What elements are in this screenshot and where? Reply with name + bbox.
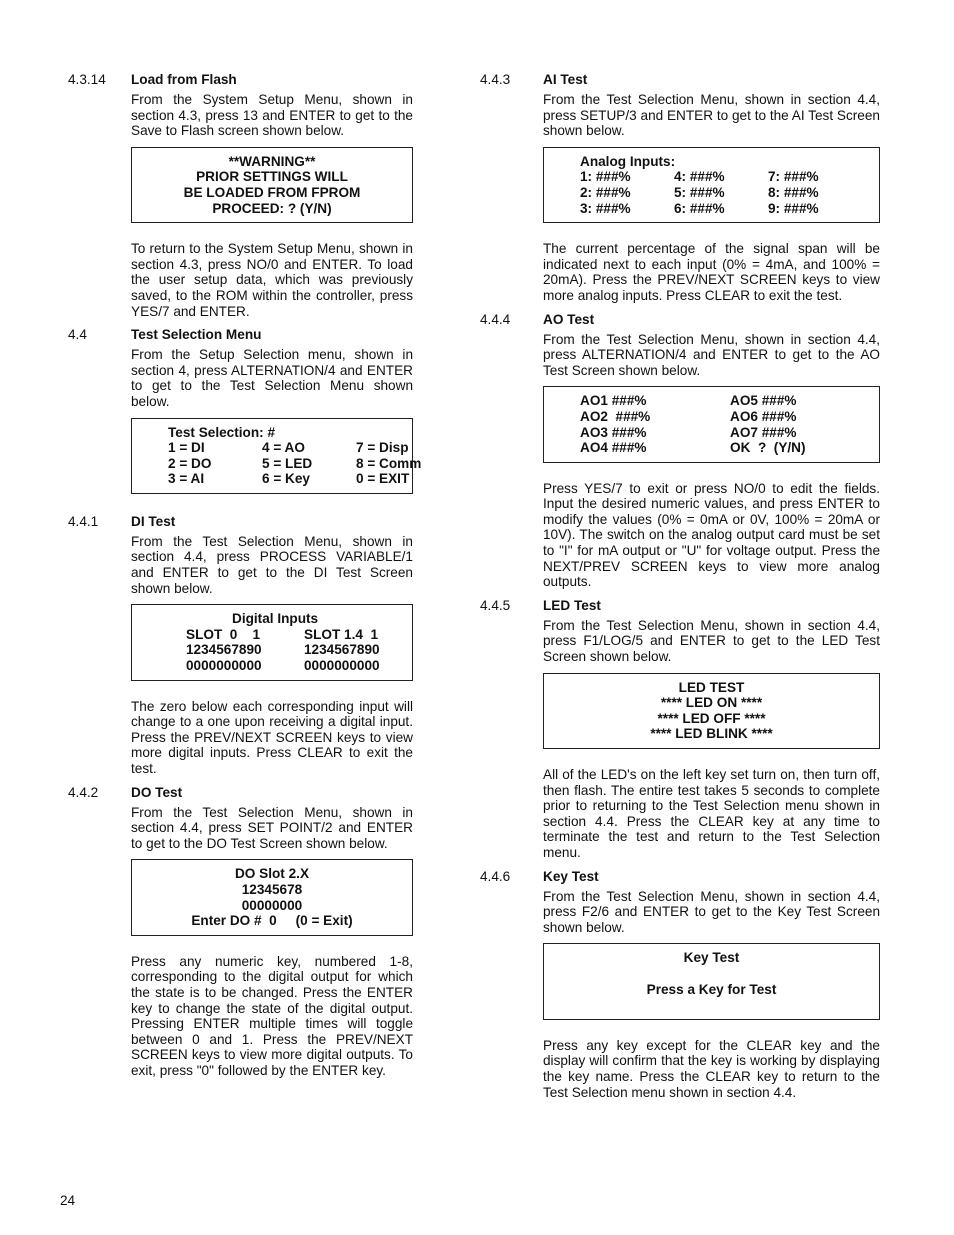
- section-heading: [480, 310, 880, 330]
- section-title: DI Test: [131, 513, 176, 529]
- menu-option: 0 = EXIT: [356, 471, 410, 487]
- section-4-4: [68, 325, 422, 494]
- di-cell: SLOT 1.4 1: [304, 626, 379, 642]
- section-title: LED Test: [543, 597, 601, 613]
- left-column: [68, 68, 422, 1085]
- section-number: 4.4.5: [480, 597, 511, 613]
- ao-cell: AO6 ###%: [730, 408, 797, 424]
- paragraph: To return to the System Setup Menu, shown in section 4.3, press NO/0 and ENTER. To load the user setup data, which was previously saved, to the ROM within the controller, press YES/7 and ENTER.: [131, 241, 413, 319]
- section-4-4-3: [480, 70, 880, 304]
- section-title: DO Test: [131, 784, 183, 800]
- section-heading: [68, 512, 413, 532]
- menu-grid: [140, 440, 422, 487]
- screen-title: Analog Inputs:: [580, 153, 676, 169]
- paragraph: From the Test Selection Menu, shown in section 4.4, press SETUP/3 and ENTER to get to the AI Test Screen shown below.: [543, 92, 880, 139]
- section-4-3-14: [68, 70, 413, 319]
- screen-line: **WARNING**: [228, 153, 316, 169]
- menu-option: 8 = Comm: [356, 455, 422, 471]
- section-heading: [68, 325, 413, 345]
- ao-cell: OK ? (Y/N): [730, 440, 806, 456]
- ao-cell: AO4 ###%: [580, 440, 647, 456]
- paragraph: The current percentage of the signal span will be indicated next to each input (0% = 4mA, and 100% = 20mA). Press the PREV/NEXT SCREEN keys to view more analog inputs. Press CLEAR to exit the test.: [543, 241, 880, 303]
- right-column: [480, 68, 880, 1106]
- section-number: 4.3.14: [68, 72, 106, 87]
- section-4-4-6: [480, 867, 880, 1101]
- ai-cell: 2: ###%: [580, 184, 631, 200]
- screen-box-analog-outputs: [543, 386, 880, 462]
- screen-line: **** LED BLINK ****: [650, 726, 773, 742]
- section-number: 4.4: [68, 327, 87, 343]
- paragraph: From the Setup Selection menu, shown in section 4, press ALTERNATION/4 and ENTER to get to the Test Selection Menu shown below.: [131, 347, 413, 409]
- section-number: 4.4.4: [480, 311, 511, 327]
- screen-line: 12345678: [241, 881, 303, 897]
- screen-box-do-test: [131, 859, 413, 935]
- di-grid: [140, 627, 404, 674]
- section-title: Test Selection Menu: [131, 327, 262, 343]
- paragraph: Press any key except for the CLEAR key and the display will confirm that the key is working by displaying the key name. Press the CLEAR key to return to the Test Selection menu shown in section 4.4.: [543, 1037, 880, 1100]
- section-number: 4.4.2: [68, 784, 99, 800]
- screen-box-test-selection: [131, 418, 422, 494]
- section-title: AO Test: [543, 311, 595, 327]
- section-number: 4.4.1: [68, 513, 99, 529]
- paragraph: From the Test Selection Menu, shown in section 4.4, press F1/LOG/5 and ENTER to get to the LED Test Screen shown below.: [543, 617, 880, 665]
- screen-line: Press a Key for Test: [646, 981, 777, 997]
- paragraph: From the System Setup Menu, shown in section 4.3, press 13 and ENTER to get to the Save to Flash screen shown below.: [131, 92, 413, 139]
- section-number: 4.4.3: [480, 72, 511, 87]
- menu-option: 5 = LED: [262, 455, 313, 471]
- ai-cell: 1: ###%: [580, 169, 631, 185]
- screen-title: Digital Inputs: [232, 611, 319, 627]
- menu-option: 6 = Key: [262, 471, 310, 487]
- section-title: Load from Flash: [131, 72, 237, 87]
- paragraph: All of the LED's on the left key set turn on, then turn off, then flash. The entire test takes 5 seconds to complete prior to returning to the Test Selection menu shown in section 4.4. Press the CLEAR key at any time to terminate the test and return to the Test Selection menu.: [543, 767, 880, 860]
- section-heading: [480, 867, 880, 887]
- paragraph: From the Test Selection Menu, shown in section 4.4, press F2/6 and ENTER to get to the Key Test Screen shown below.: [543, 888, 880, 935]
- section-4-4-4: [480, 310, 880, 590]
- di-cell: 1234567890: [304, 642, 380, 658]
- ai-cell: 4: ###%: [674, 169, 725, 185]
- section-title: AI Test: [543, 72, 588, 87]
- ai-cell: 9: ###%: [768, 200, 819, 216]
- section-4-4-2: [68, 783, 413, 1079]
- screen-box-key-test: [543, 943, 880, 1019]
- section-number: 4.4.6: [480, 868, 511, 884]
- screen-line: **** LED OFF ****: [657, 710, 766, 726]
- paragraph: Press any numeric key, numbered 1-8, corresponding to the digital output for which the state is to be changed. Press the ENTER key to change the state of the digital output. Pressing ENTER multiple times will toggle between 0 and 1. Press the PREV/NEXT SCREEN keys to view more digital outputs. To exit, press "0" followed by the ENTER key.: [131, 953, 413, 1078]
- screen-box-led-test: [543, 673, 880, 749]
- ao-cell: AO2 ###%: [580, 408, 651, 424]
- ai-cell: 8: ###%: [768, 184, 819, 200]
- section-heading: [68, 783, 413, 803]
- screen-line: PROCEED: ? (Y/N): [212, 200, 332, 216]
- screen-line: PRIOR SETTINGS WILL: [196, 169, 348, 185]
- di-cell: 0000000000: [186, 658, 262, 674]
- section-heading: [68, 70, 413, 90]
- screen-line: Key Test: [683, 950, 740, 966]
- section-title: Key Test: [543, 868, 599, 884]
- ao-cell: AO1 ###%: [580, 393, 647, 409]
- paragraph: From the Test Selection Menu, shown in section 4.4, press SET POINT/2 and ENTER to get to the DO Test Screen shown below.: [131, 804, 413, 851]
- screen-box-digital-inputs: [131, 604, 413, 680]
- screen-box-analog-inputs: [543, 147, 880, 223]
- screen-line: 00000000: [241, 897, 303, 913]
- ai-grid: [552, 169, 871, 216]
- menu-option: 1 = DI: [168, 440, 205, 456]
- menu-option: 7 = Disp: [356, 440, 409, 456]
- screen-line: [552, 997, 871, 1013]
- ao-grid: [552, 393, 871, 455]
- screen-line: DO Slot 2.X: [234, 866, 310, 882]
- screen-line: LED TEST: [678, 679, 745, 695]
- section-heading: [480, 596, 880, 616]
- screen-line: **** LED ON ****: [660, 695, 763, 711]
- ai-cell: 3: ###%: [580, 200, 631, 216]
- screen-box-warning: [131, 147, 413, 223]
- menu-option: 3 = AI: [168, 471, 205, 487]
- di-cell: SLOT 0 1: [186, 626, 261, 642]
- ao-cell: AO7 ###%: [730, 424, 797, 440]
- ai-cell: 6: ###%: [674, 200, 725, 216]
- screen-line: [552, 966, 871, 982]
- di-cell: 0000000000: [304, 658, 380, 674]
- screen-title: Test Selection: #: [168, 424, 276, 440]
- page-number: 24: [60, 1193, 76, 1208]
- paragraph: The zero below each corresponding input will change to a one upon receiving a digital input. Press the PREV/NEXT SCREEN keys to view more digital inputs. Press CLEAR to exit the test.: [131, 698, 413, 776]
- screen-line: Enter DO # 0 (0 = Exit): [191, 913, 353, 929]
- section-4-4-5: [480, 596, 880, 861]
- ai-cell: 7: ###%: [768, 169, 819, 185]
- menu-option: 4 = AO: [262, 440, 305, 456]
- menu-option: 2 = DO: [168, 455, 212, 471]
- ao-cell: AO3 ###%: [580, 424, 647, 440]
- paragraph: Press YES/7 to exit or press NO/0 to edit the fields. Input the desired numeric values, and press ENTER to modify the values (0% = 0mA or 0V, 100% = 20mA or 10V). The switch on the analog output card must be set to "I" for mA output or "U" for voltage output. Press the NEXT/PREV SCREEN keys to view more analog outputs.: [543, 480, 880, 590]
- section-heading: [480, 70, 880, 90]
- screen-line: BE LOADED FROM FPROM: [183, 184, 361, 200]
- ai-cell: 5: ###%: [674, 184, 725, 200]
- ao-cell: AO5 ###%: [730, 393, 797, 409]
- section-4-4-1: [68, 512, 413, 777]
- di-cell: 1234567890: [186, 642, 262, 658]
- paragraph: From the Test Selection Menu, shown in section 4.4, press PROCESS VARIABLE/1 and ENTER to get to the DI Test Screen shown below.: [131, 533, 413, 596]
- paragraph: From the Test Selection Menu, shown in section 4.4, press ALTERNATION/4 and ENTER to get to the AO Test Screen shown below.: [543, 331, 880, 378]
